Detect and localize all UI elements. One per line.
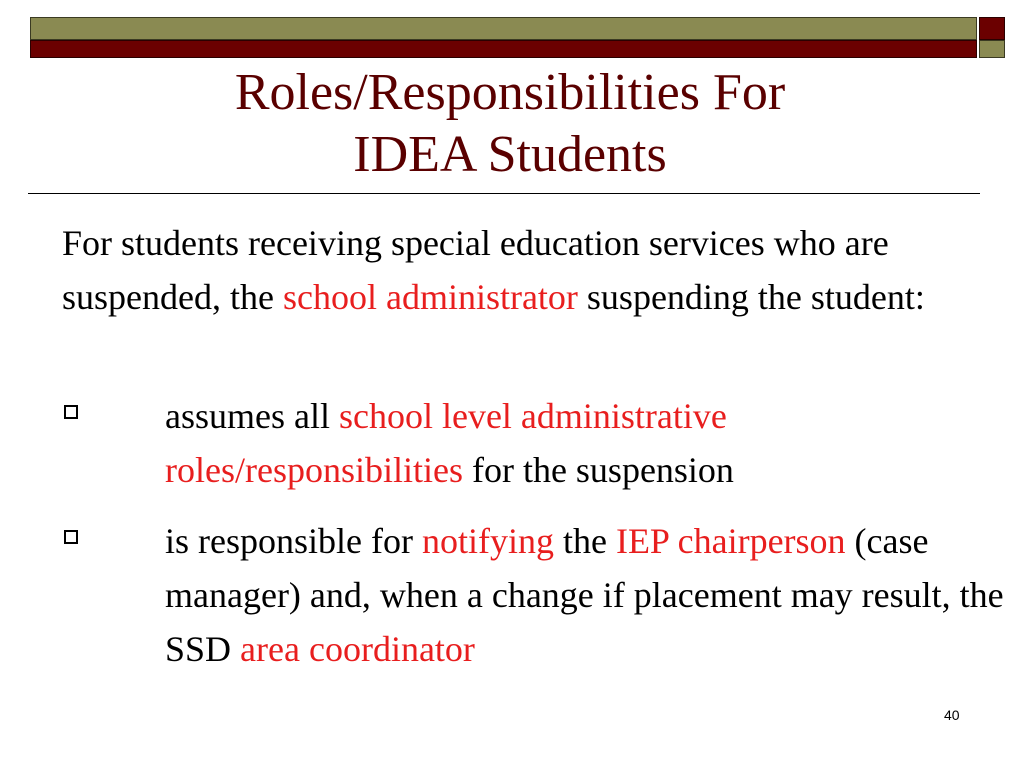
page-number: 40	[944, 707, 960, 723]
bullet-1-emphasis: school level administrative roles/responsibilities	[165, 396, 727, 490]
bullet-2-text-3: (case manager) and, when a change if placement may result, the SSD	[165, 521, 1004, 669]
bullet-2-emphasis-area-coordinator: area coordinator	[240, 629, 475, 669]
square-bullet-icon	[64, 405, 78, 419]
bullet-2-emphasis-notifying: notifying	[421, 521, 554, 561]
header-bar-maroon	[30, 40, 977, 58]
bullet-item-2	[165, 514, 1015, 676]
square-bullet-icon	[64, 530, 78, 544]
bullet-1-text-2: for the suspension	[462, 450, 734, 490]
bullet-2-emphasis-iep-chairperson: IEP chairperson	[615, 521, 846, 561]
intro-text-2: suspending the student:	[577, 277, 925, 317]
header-square-maroon	[979, 17, 1005, 40]
title-divider	[28, 193, 980, 194]
slide-title-line-2: IDEA Students	[353, 126, 667, 183]
header-square-olive	[979, 40, 1005, 58]
bullet-1-text-1: assumes all	[165, 396, 339, 436]
slide-title	[60, 62, 960, 186]
bullet-2-text-2: the	[553, 521, 616, 561]
intro-text-1: For students receiving special education services who are suspended, the	[62, 223, 889, 317]
intro-paragraph	[62, 216, 982, 324]
bullet-item-1	[165, 389, 1015, 497]
header-bar-olive	[30, 17, 977, 40]
bullet-2-text-1: is responsible for	[165, 521, 422, 561]
slide-title-line-1: Roles/Responsibilities For	[234, 64, 786, 121]
intro-emphasis-school-administrator: school administrator	[282, 277, 578, 317]
